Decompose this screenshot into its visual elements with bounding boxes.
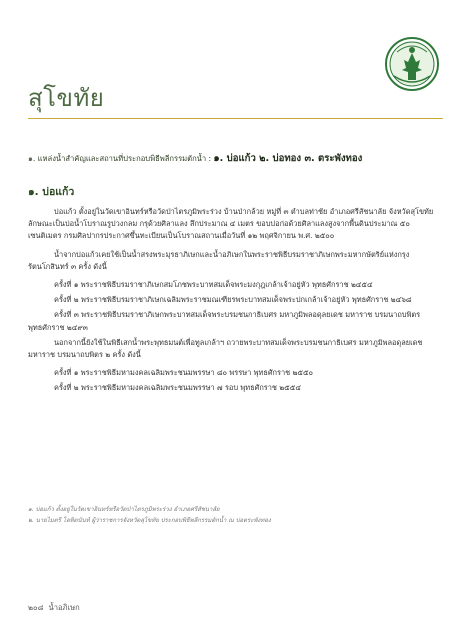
section-heading-prefix: ๑. แหล่งน้ำสำคัญและสถานที่ประกอบพิธีพลีกรรมตักน้ำ : — [28, 154, 214, 163]
body-text — [28, 206, 440, 398]
title-divider — [28, 118, 443, 119]
coronation-round: ครั้งที่ ๒ พระราชพิธีบรมราชาภิเษกเฉลิมพระราชมณเฑียรพระบาทสมเด็จพระปกเกล้าเจ้าอยู่หัว พุทธศักราช ๒๔๖๘ — [54, 295, 412, 305]
ceremonies-intro: นอกจากนี้ยังใช้ในพิธีเสกน้ำพระพุทธมนต์เพื่อทูลเกล้าฯ ถวายพระบาทสมเด็จพระบรมชนกาธิเบศร มหาภูมิพลอดุลยเดชมหาราช บรมนาถบพิตร ๒ ครั้ง ดังนี้ — [28, 337, 423, 360]
page-number: ๒๐๘ — [28, 603, 44, 612]
subsection-title: ๑. บ่อแก้ว — [28, 186, 75, 198]
footnote: ๒. นายไมตรี โลหิตนันท์ ผู้ว่าราชการจังหวัดสุโขทัย ประกอบพิธีพลีกรรมตักน้ำ ณ บ่อตระพังทอง — [28, 517, 271, 524]
book-title: น้ำอภิเษก — [48, 603, 80, 612]
paragraph: น้ำจากบ่อแก้วเคยใช้เป็นน้ำสรงพระมุรธาภิเษกและน้ำอภิเษกในพระราชพิธีบรมราชาภิเษกพระมหากษัตริย์แห่งกรุงรัตนโกสินทร์ ๓ ครั้ง ดังนี้ — [28, 249, 410, 271]
ceremony-round: ครั้งที่ ๑ พระราชพิธีมหามงคลเฉลิมพระชนมพรรษา ๘๐ พรรษา พุทธศักราช ๒๕๕๐ — [54, 368, 314, 378]
page-footer — [28, 602, 80, 614]
paragraph: บ่อแก้ว ตั้งอยู่ในวัดเขาอินทร์หรือวัดป่าไตรภูมิพระร่วง บ้านป่ากล้วย หมู่ที่ ๓ ตำบลท่าชัย อำเภอศรีสัชนาลัย จังหวัดสุโขทัย ลักษณะเป็นบ่อน้ำโบราณรูปวงกลม กรุด้วยศิลาแลง ลึกประมาณ ๔ เมตร ขอบบ่อก่อด้วยศิลาแลงสูงจากพื้นดินประมาณ ๕๐ เซนติเมตร กรมศิลปากรประกาศขึ้นทะเบียนเป็นโบราณสถานเมื่อวันที่ ๑๒ พฤศจิกายน พ.ศ. ๒๕๐๐ — [28, 207, 434, 241]
province-seal-icon — [384, 36, 440, 92]
province-title: สุโขทัย — [28, 84, 105, 112]
ceremony-round: ครั้งที่ ๒ พระราชพิธีมหามงคลเฉลิมพระชนมพรรษา ๗ รอบ พุทธศักราช ๒๕๕๔ — [54, 383, 301, 393]
coronation-round: ครั้งที่ ๑ พระราชพิธีบรมราชาภิเษกสมโภชพระบาทสมเด็จพระมงกุฎเกล้าเจ้าอยู่หัว พุทธศักราช ๒๔๕๔ — [54, 280, 373, 290]
section-heading — [28, 151, 448, 166]
section-heading-sources: ๑. บ่อแก้ว ๒. บ่อทอง ๓. ตระพังทอง — [213, 153, 363, 164]
footnotes — [28, 504, 440, 526]
coronation-round: ครั้งที่ ๓ พระราชพิธีบรมราชาภิเษกพระบาทสมเด็จพระบรมชนกาธิเบศร มหาภูมิพลอดุลยเดช มหาราช บรมนาถบพิตร พุทธศักราช ๒๔๙๓ — [28, 310, 421, 332]
footnote: ๑. บ่อแก้ว ตั้งอยู่ในวัดเขาอินทร์หรือวัดป่าไตรภูมิพระร่วง อำเภอศรีสัชนาลัย — [28, 506, 220, 513]
